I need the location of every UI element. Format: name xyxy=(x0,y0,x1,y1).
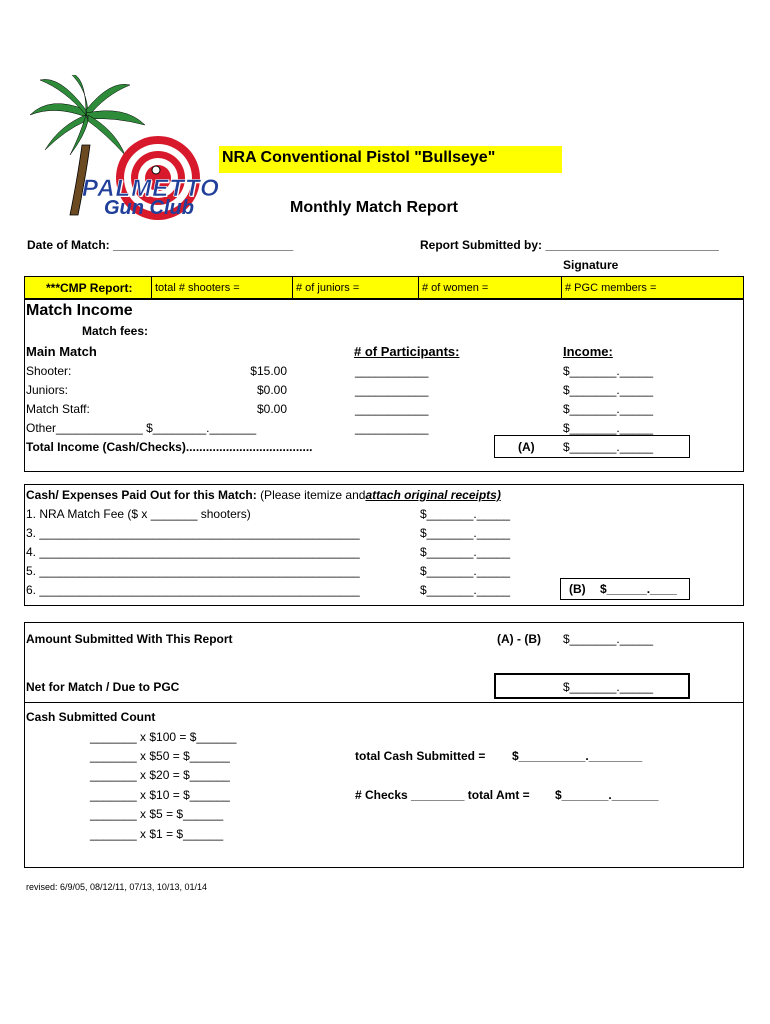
cmp-women-label: # of women = xyxy=(422,282,489,294)
page-title: NRA Conventional Pistol "Bullseye" xyxy=(222,149,496,166)
income-row-other-field[interactable]: Other_____________ $________._______ xyxy=(26,421,257,435)
expense-row-label[interactable]: 4. ________________________________________________ xyxy=(26,545,360,559)
cmp-pgc-members-field[interactable] xyxy=(561,277,743,298)
checks-label[interactable]: # Checks ________ total Amt = xyxy=(355,788,530,802)
income-row-income-field[interactable]: $_______._____ xyxy=(563,421,654,435)
income-row-income-field[interactable]: $_______._____ xyxy=(563,383,654,397)
income-row-participants-field[interactable]: ___________ xyxy=(355,364,429,378)
total-expenses-marker: (B) xyxy=(569,582,586,596)
expense-row-value-field[interactable]: $_______._____ xyxy=(420,545,511,559)
expenses-note: (Please itemize and xyxy=(260,488,366,502)
income-row-participants-field[interactable]: ___________ xyxy=(355,421,429,435)
cmp-report-row xyxy=(24,276,744,299)
checks-total-field[interactable]: $_______._______ xyxy=(555,788,659,802)
expense-row-label[interactable]: 3. ________________________________________________ xyxy=(26,526,360,540)
amount-submitted-label: Amount Submitted With This Report xyxy=(26,632,233,646)
total-income-marker: (A) xyxy=(518,440,535,454)
expense-row-label[interactable]: 5. ________________________________________________ xyxy=(26,564,360,578)
income-row-fee: $0.00 xyxy=(256,402,287,416)
income-row-participants-field[interactable]: ___________ xyxy=(355,383,429,397)
summary-divider xyxy=(24,702,744,703)
total-income-label: Total Income (Cash/Checks)...................................... xyxy=(26,440,313,454)
cmp-total-shooters-field[interactable] xyxy=(151,277,292,298)
amount-submitted-field[interactable]: $_______._____ xyxy=(563,632,654,646)
expense-row-value-field[interactable]: $_______._____ xyxy=(420,583,511,597)
cash-count-line[interactable]: _______ x $100 = $______ xyxy=(90,730,237,744)
cash-count-line[interactable]: _______ x $1 = $______ xyxy=(90,827,224,841)
total-expenses-field[interactable]: $______.____ xyxy=(600,582,677,596)
club-logo xyxy=(30,75,245,225)
cmp-juniors-label: # of juniors = xyxy=(296,282,360,294)
net-for-match-label: Net for Match / Due to PGC xyxy=(26,680,180,694)
expense-row-label[interactable]: 6. ________________________________________________ xyxy=(26,583,360,597)
expense-row-value-field[interactable]: $_______._____ xyxy=(420,564,511,578)
net-for-match-field[interactable]: $_______._____ xyxy=(563,680,654,694)
income-row-participants-field[interactable]: ___________ xyxy=(355,402,429,416)
cmp-juniors-field[interactable] xyxy=(292,277,418,298)
report-submitted-by-field[interactable]: Report Submitted by: __________________________ xyxy=(420,238,719,252)
cash-count-line[interactable]: _______ x $20 = $______ xyxy=(90,768,230,782)
main-match-label: Main Match xyxy=(26,344,97,359)
title-banner xyxy=(219,146,562,173)
total-cash-label: total Cash Submitted = xyxy=(355,749,486,763)
total-cash-field[interactable]: $__________.________ xyxy=(512,749,643,763)
expense-row-label[interactable]: 1. NRA Match Fee ($ x _______ shooters) xyxy=(26,507,251,521)
expenses-heading: Cash/ Expenses Paid Out for this Match: xyxy=(26,488,257,502)
cmp-women-field[interactable] xyxy=(418,277,561,298)
cash-count-line[interactable]: _______ x $5 = $______ xyxy=(90,807,224,821)
income-header: Income: xyxy=(563,344,613,359)
expenses-note-emphasis: attach original receipts) xyxy=(365,488,501,502)
page-subtitle: Monthly Match Report xyxy=(290,199,458,216)
income-row-label: Match Staff: xyxy=(26,402,90,416)
cmp-pgc-members-label: # PGC members = xyxy=(565,282,657,294)
cash-submitted-heading: Cash Submitted Count xyxy=(26,710,156,724)
expenses-heading-row xyxy=(26,488,501,502)
expense-row-value-field[interactable]: $_______._____ xyxy=(420,526,511,540)
signature-label: Signature xyxy=(563,258,619,272)
income-row-label: Juniors: xyxy=(26,383,69,397)
logo-line2: Gun Club xyxy=(104,197,194,219)
cash-count-line[interactable]: _______ x $10 = $______ xyxy=(90,788,230,802)
income-row-income-field[interactable]: $_______._____ xyxy=(563,364,654,378)
match-income-heading: Match Income xyxy=(26,302,133,319)
income-row-fee: $0.00 xyxy=(256,383,287,397)
match-fees-label: Match fees: xyxy=(82,324,149,338)
income-row-fee: $15.00 xyxy=(250,364,287,378)
amount-submitted-marker: (A) - (B) xyxy=(497,632,541,646)
income-row-income-field[interactable]: $_______._____ xyxy=(563,402,654,416)
income-row-label: Shooter: xyxy=(26,364,72,378)
revision-note: revised: 6/9/05, 08/12/11, 07/13, 10/13, 01/14 xyxy=(26,882,207,892)
date-of-match-field[interactable]: Date of Match: ___________________________ xyxy=(27,238,294,252)
total-income-field[interactable]: $_______._____ xyxy=(563,440,654,454)
cmp-total-shooters-label: total # shooters = xyxy=(155,282,240,294)
cash-count-line[interactable]: _______ x $50 = $______ xyxy=(90,749,230,763)
participants-header: # of Participants: xyxy=(354,344,460,359)
logo-line1: PALMETTO xyxy=(82,175,220,202)
cmp-report-label: ***CMP Report: xyxy=(46,281,133,295)
expense-row-value-field[interactable]: $_______._____ xyxy=(420,507,511,521)
